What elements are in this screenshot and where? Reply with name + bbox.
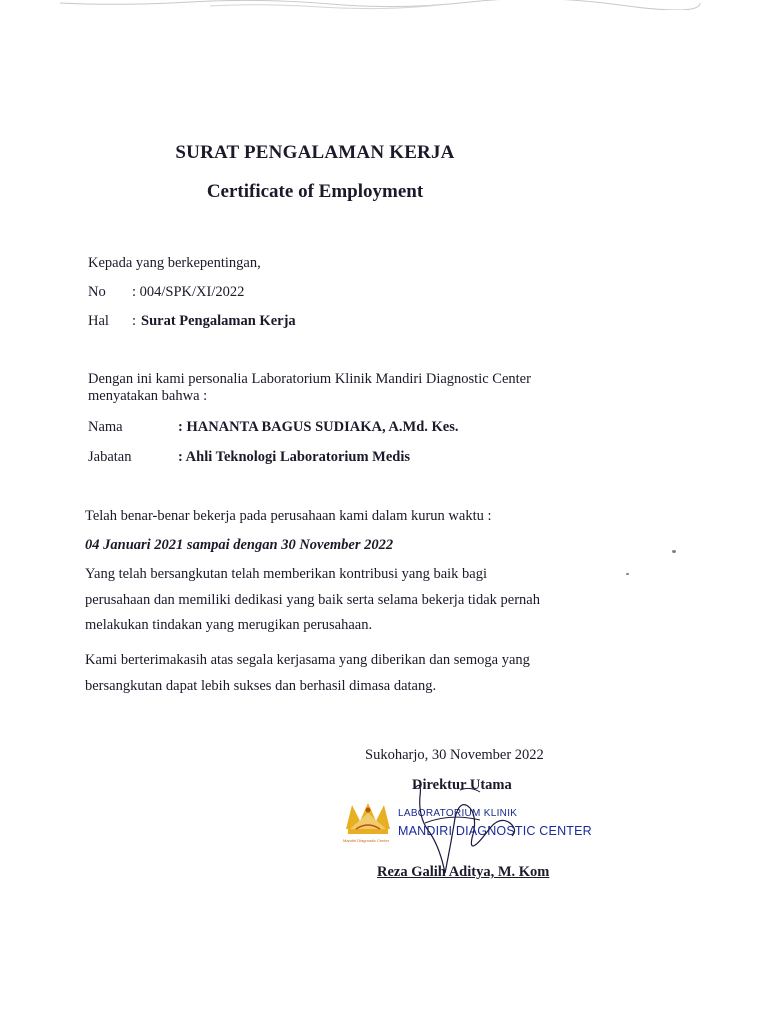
greeting: Kepada yang berkepentingan,: [88, 255, 261, 271]
worked-statement: Telah benar-benar bekerja pada perusahaan kami dalam kurun waktu :: [85, 508, 492, 524]
hal-label: Hal: [88, 313, 109, 329]
nama-label: Nama: [88, 419, 123, 435]
employment-period: 04 Januari 2021 sampai dengan 30 November 2022: [85, 537, 394, 553]
nama-value: : HANANTA BAGUS SUDIAKA, A.Md. Kes.: [178, 419, 459, 435]
contribution-line-1: Yang telah bersangkutan telah memberikan kontribusi yang baik bagi: [85, 566, 488, 582]
signer-position: Direktur Utama: [412, 777, 512, 793]
no-label: No: [88, 284, 106, 300]
hal-colon: :: [132, 313, 137, 329]
signer-name: Reza Galih Aditya, M. Kom: [377, 864, 550, 880]
contribution-line-3: melakukan tindakan yang merugikan perusahaan.: [85, 617, 373, 633]
thanks-line-1: Kami berterimakasih atas segala kerjasama yang diberikan dan semoga yang: [85, 652, 530, 668]
stamp-line-1: LABORATORIUM KLINIK: [398, 808, 518, 819]
place-date: Sukoharjo, 30 November 2022: [365, 747, 544, 763]
thanks-line-2: bersangkutan dapat lebih sukses dan berhasil dimasa datang.: [85, 678, 437, 694]
jabatan-value: : Ahli Teknologi Laboratorium Medis: [178, 449, 411, 465]
document-title: SURAT PENGALAMAN KERJA: [175, 142, 455, 163]
scan-speck: [626, 573, 629, 575]
scan-artifact: [0, 0, 768, 10]
intro-line-1: Dengan ini kami personalia Laboratorium Klinik Mandiri Diagnostic Center: [88, 371, 531, 387]
contribution-line-2: perusahaan dan memiliki dedikasi yang baik serta selama bekerja tidak pernah: [85, 592, 540, 608]
hal-value: Surat Pengalaman Kerja: [141, 313, 296, 329]
scan-speck: [672, 550, 676, 553]
jabatan-label: Jabatan: [88, 449, 132, 465]
stamp-line-2: MANDIRI DIAGNOSTIC CENTER: [398, 824, 592, 838]
document-subtitle: Certificate of Employment: [206, 181, 424, 202]
no-value: : 004/SPK/XI/2022: [132, 284, 245, 300]
logo-caption: Mandiri Diagnostic Center: [343, 838, 390, 843]
intro-line-2: menyatakan bahwa :: [88, 388, 208, 404]
